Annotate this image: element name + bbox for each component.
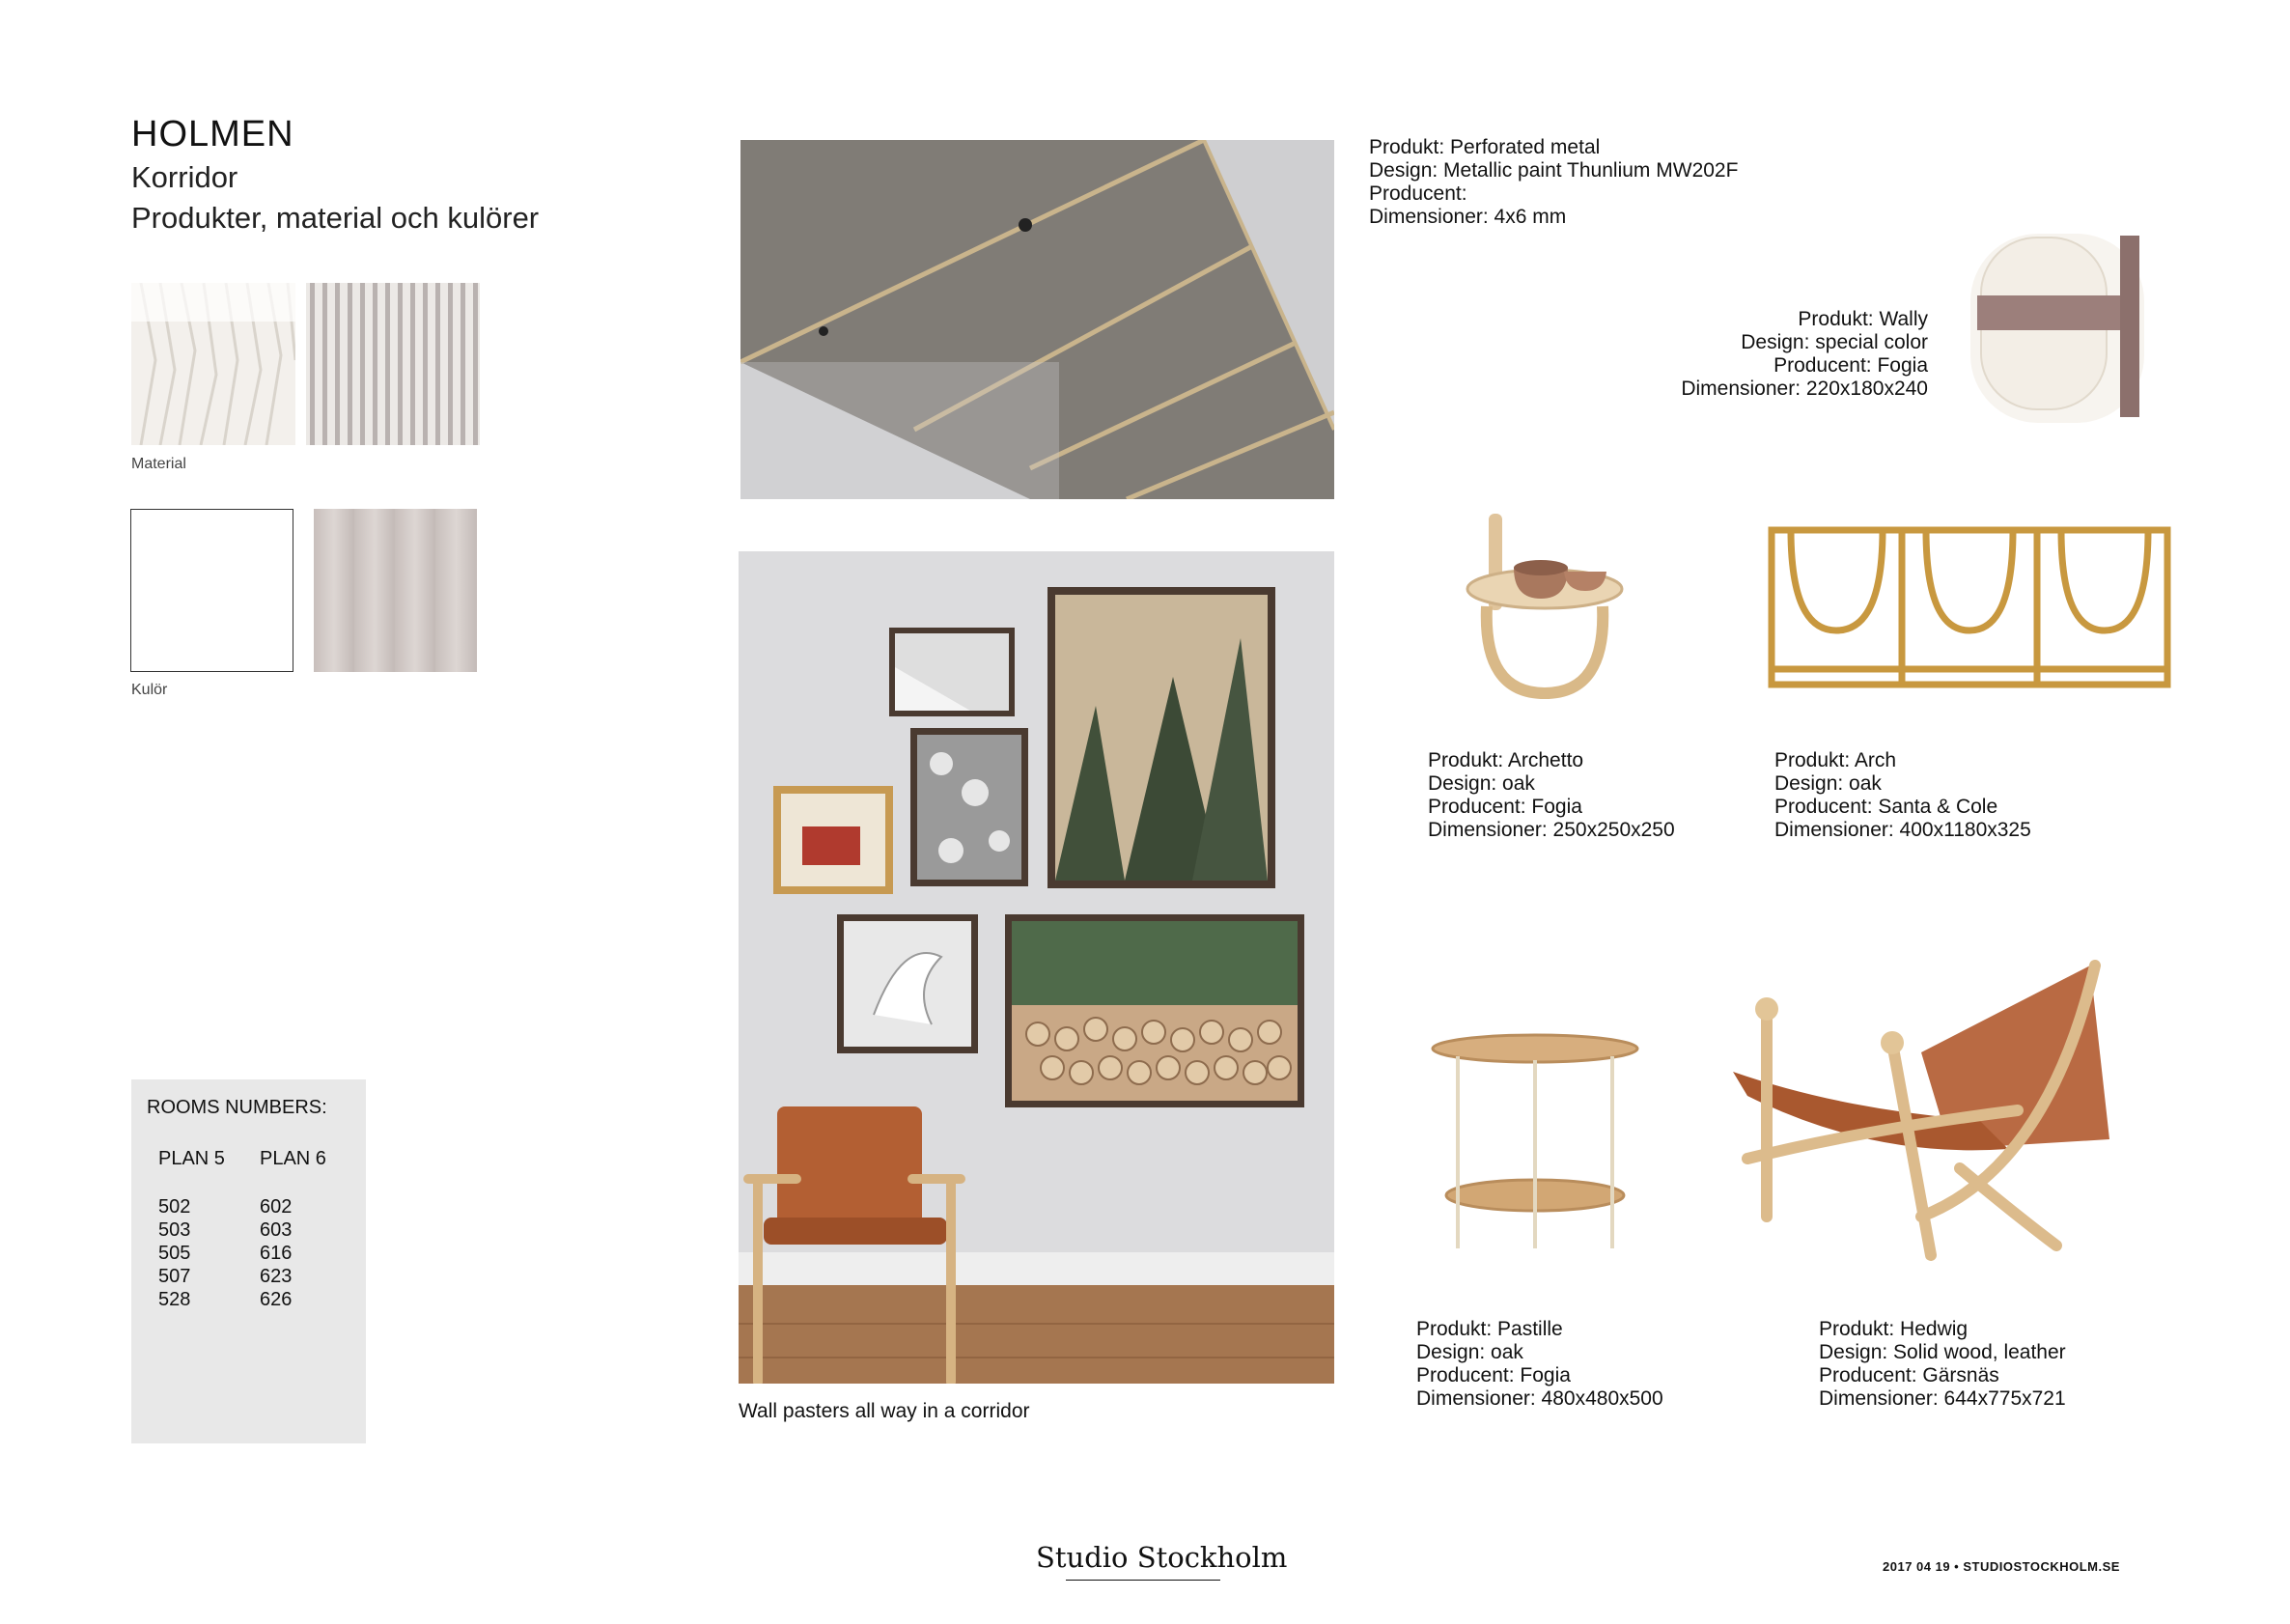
- spec-dimensioner: Dimensioner: 644x775x721: [1819, 1387, 2066, 1410]
- rooms-numbers-box: [131, 1079, 366, 1443]
- arch-shelf-image: [1767, 524, 2172, 698]
- spec-produkt: Produkt: Wally: [1798, 308, 1928, 330]
- spec-design: Design: special color: [1741, 331, 1928, 353]
- room-number: 505: [158, 1243, 191, 1264]
- spec-perforated-metal: [1369, 136, 1738, 229]
- spec-produkt: Produkt: Hedwig: [1819, 1318, 1969, 1340]
- spec-producent: Producent: Gärsnäs: [1819, 1364, 1999, 1386]
- pastille-table-image: [1429, 1031, 1641, 1253]
- footer-date-site: 2017 04 19 • STUDIOSTOCKHOLM.SE: [1883, 1559, 2120, 1574]
- kulor-swatch-white: [130, 509, 293, 672]
- material-label: Material: [131, 456, 186, 472]
- plan6-label: PLAN 6: [260, 1148, 326, 1169]
- wally-lamp-image: [1969, 230, 2153, 423]
- spec-dimensioner: Dimensioner: 480x480x500: [1416, 1387, 1663, 1410]
- kulor-label: Kulör: [131, 682, 168, 698]
- spec-produkt: Produkt: Perforated metal: [1369, 136, 1601, 158]
- page-subtitle-korridor: Korridor: [131, 160, 238, 194]
- page-title: HOLMEN: [131, 114, 294, 154]
- spec-dimensioner: Dimensioner: 400x1180x325: [1774, 819, 2031, 841]
- room-number: 507: [158, 1266, 191, 1287]
- spec-pastille: [1416, 1318, 1663, 1411]
- spec-produkt: Produkt: Pastille: [1416, 1318, 1563, 1340]
- spec-produkt: Produkt: Arch: [1774, 749, 1897, 771]
- plan5-label: PLAN 5: [158, 1148, 225, 1169]
- room-number: 623: [260, 1266, 293, 1287]
- spec-producent: Producent: Fogia: [1428, 796, 1582, 818]
- spec-produkt: Produkt: Archetto: [1428, 749, 1584, 771]
- spec-dimensioner: Dimensioner: 220x180x240: [1681, 378, 1928, 400]
- rooms-title: ROOMS NUMBERS:: [147, 1097, 327, 1118]
- corridor-wall-render-image: [739, 551, 1334, 1384]
- spec-producent: Producent: Fogia: [1773, 354, 1928, 377]
- room-number: 603: [260, 1219, 293, 1241]
- spec-design: Design: Metallic paint Thunlium MW202F: [1369, 159, 1739, 182]
- material-swatch-striped: [306, 283, 480, 445]
- plan5-list: [158, 1195, 190, 1311]
- spec-wally: [1632, 308, 1928, 401]
- material-swatch-pleated: [131, 283, 295, 445]
- spec-design: Design: oak: [1774, 772, 1882, 795]
- page-subtitle-products: Produkter, material och kulörer: [131, 201, 540, 235]
- spec-design: Design: oak: [1428, 772, 1535, 795]
- spec-arch: [1774, 749, 2031, 842]
- room-number: 503: [158, 1219, 191, 1241]
- spec-dimensioner: Dimensioner: 4x6 mm: [1369, 206, 1567, 228]
- ceiling-render-image: [740, 140, 1334, 499]
- kulor-swatch-beige: [314, 509, 477, 672]
- hedwig-chair-image: [1728, 927, 2124, 1294]
- corridor-caption: Wall pasters all way in a corridor: [739, 1400, 1030, 1422]
- spec-producent: Producent:: [1369, 182, 1467, 205]
- spec-design: Design: Solid wood, leather: [1819, 1341, 2066, 1363]
- spec-hedwig: [1819, 1318, 2066, 1411]
- spec-producent: Producent: Santa & Cole: [1774, 796, 1998, 818]
- room-number: 528: [158, 1289, 191, 1310]
- spec-archetto: [1428, 749, 1675, 842]
- logo-underline: [1066, 1580, 1220, 1581]
- archetto-shelf-image: [1444, 510, 1647, 703]
- room-number: 602: [260, 1196, 293, 1218]
- room-number: 502: [158, 1196, 191, 1218]
- spec-design: Design: oak: [1416, 1341, 1523, 1363]
- spec-producent: Producent: Fogia: [1416, 1364, 1571, 1386]
- room-number: 616: [260, 1243, 293, 1264]
- room-number: 626: [260, 1289, 293, 1310]
- spec-dimensioner: Dimensioner: 250x250x250: [1428, 819, 1675, 841]
- studio-stockholm-logo: Studio Stockholm: [1036, 1541, 1288, 1574]
- plan6-list: [260, 1195, 292, 1311]
